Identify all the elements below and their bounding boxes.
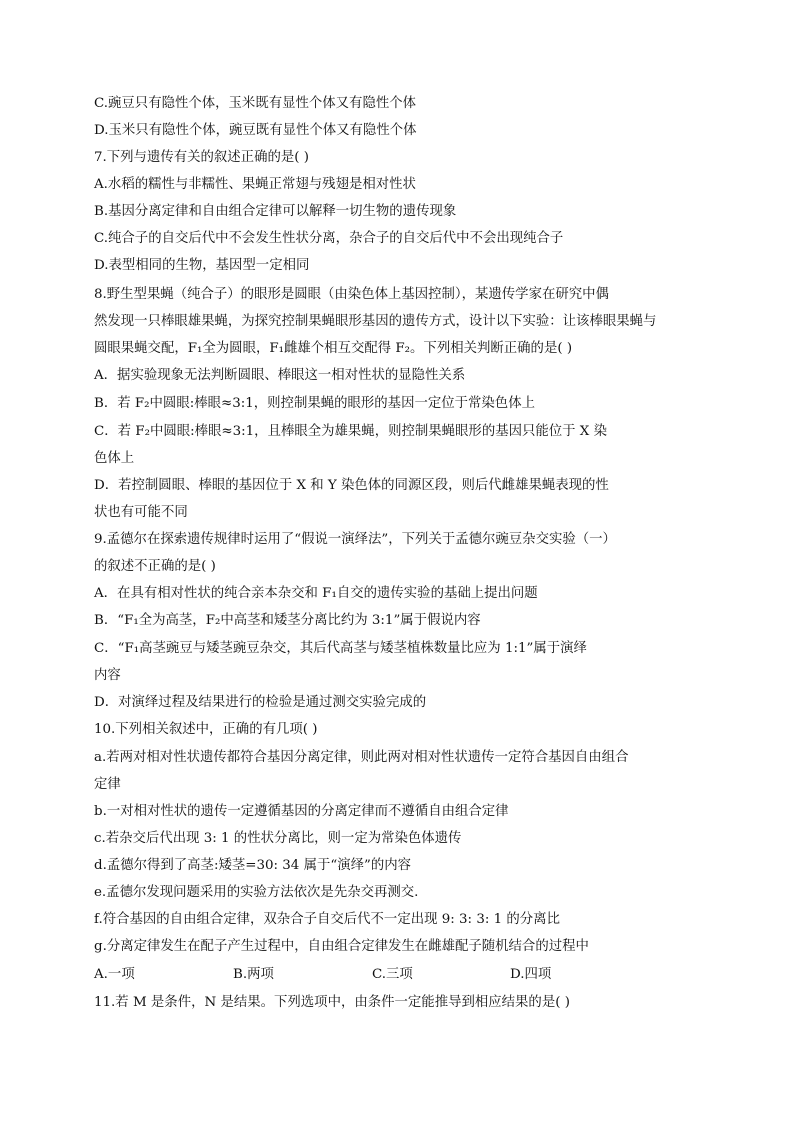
question-10-stem: 10.下列相关叙述中，正确的有几项( ): [94, 722, 318, 737]
text-line: c.若杂交后代出现 3: 1 的性状分离比，则一定为常染色体遗传: [94, 831, 462, 846]
text-line: d.孟德尔得到了高茎:矮茎=30: 34 属于“演绎”的内容: [94, 858, 411, 873]
question-9-stem: 9.孟德尔在探索遗传规律时运用了“假说一演绎法”，下列关于孟德尔豌豆杂交实验（一）: [94, 532, 616, 547]
question-11-stem: 11.若 M 是条件，N 是结果。下列选项中，由条件一定能推导到相应结果的是( ): [94, 995, 570, 1010]
text-line: D．对演绎过程及结果进行的检验是通过测交实验完成的: [94, 695, 427, 710]
choice-a: A.一项: [94, 967, 135, 982]
text-line: D．若控制圆眼、棒眼的基因位于 X 和 Y 染色体的同源区段，则后代雌雄果蝇表现的性: [94, 478, 609, 493]
question-8-stem: 8.野生型果蝇（纯合子）的眼形是圆眼（由染色体上基因控制），某遗传学家在研究中偶: [94, 287, 609, 302]
text-line: 圆眼果蝇交配，F₁全为圆眼，F₁雌雄个相互交配得 F₂。下列相关判断正确的是( ): [94, 341, 573, 356]
text-line: 定律: [94, 777, 121, 792]
text-line: b.一对相对性状的遗传一定遵循基因的分离定律而不遵循自由组合定律: [94, 804, 509, 819]
text-line: 状也有可能不同: [94, 505, 188, 520]
text-line: B．若 F₂中圆眼:棒眼≈3:1，则控制果蝇的眼形的基因一定位于常染色体上: [94, 396, 535, 411]
question-10-choices: [94, 966, 694, 984]
text-line: C．“F₁高茎豌豆与矮茎豌豆杂交，其后代高茎与矮茎植株数量比应为 1:1”属于演绎: [94, 641, 587, 656]
text-line: C.豌豆只有隐性个体，玉米既有显性个体又有隐性个体: [94, 96, 417, 111]
text-line: A.水稻的糯性与非糯性、果蝇正常翅与残翅是相对性状: [94, 177, 416, 192]
text-line: a.若两对相对性状遗传都符合基因分离定律，则此两对相对性状遗传一定符合基因自由组合: [94, 750, 629, 765]
text-line: 色体上: [94, 451, 135, 466]
text-line: 的叙述不正确的是( ): [94, 559, 216, 574]
choice-c: C.三项: [372, 967, 413, 982]
text-line: C.纯合子的自交后代中不会发生性状分离，杂合子的自交后代中不会出现纯合子: [94, 231, 564, 246]
text-line: B．“F₁全为高茎，F₂中高茎和矮茎分离比约为 3:1”属于假说内容: [94, 613, 481, 628]
text-line: D.玉米只有隐性个体，豌豆既有显性个体又有隐性个体: [94, 123, 417, 138]
text-line: f.符合基因的自由组合定律，双杂合子自交后代不一定出现 9: 3: 3: 1 的分离比: [94, 912, 560, 927]
text-line: A．据实验现象无法判断圆眼、棒眼这一相对性状的显隐性关系: [94, 368, 466, 383]
text-line: 内容: [94, 668, 121, 683]
text-line: 然发现一只棒眼雄果蝇，为探究控制果蝇眼形基因的遗传方式，设计以下实验：让该棒眼果蝇与: [94, 314, 657, 329]
text-line: g.分离定律发生在配子产生过程中，自由组合定律发生在雌雄配子随机结合的过程中: [94, 939, 589, 954]
question-7-stem: 7.下列与遗传有关的叙述正确的是( ): [94, 150, 309, 165]
choice-d: D.四项: [510, 967, 552, 982]
text-line: B.基因分离定律和自由组合定律可以解释一切生物的遗传现象: [94, 204, 457, 219]
text-line: C．若 F₂中圆眼:棒眼≈3:1，且棒眼全为雄果蝇，则控制果蝇眼形的基因只能位于 X 染: [94, 424, 607, 439]
choice-b: B.两项: [233, 967, 274, 982]
text-line: A．在具有相对性状的纯合亲本杂交和 F₁自交的遗传实验的基础上提出问题: [94, 586, 538, 601]
text-line: e.孟德尔发现问题采用的实验方法依次是先杂交再测交.: [94, 885, 419, 900]
text-line: D.表型相同的生物，基因型一定相同: [94, 258, 310, 273]
